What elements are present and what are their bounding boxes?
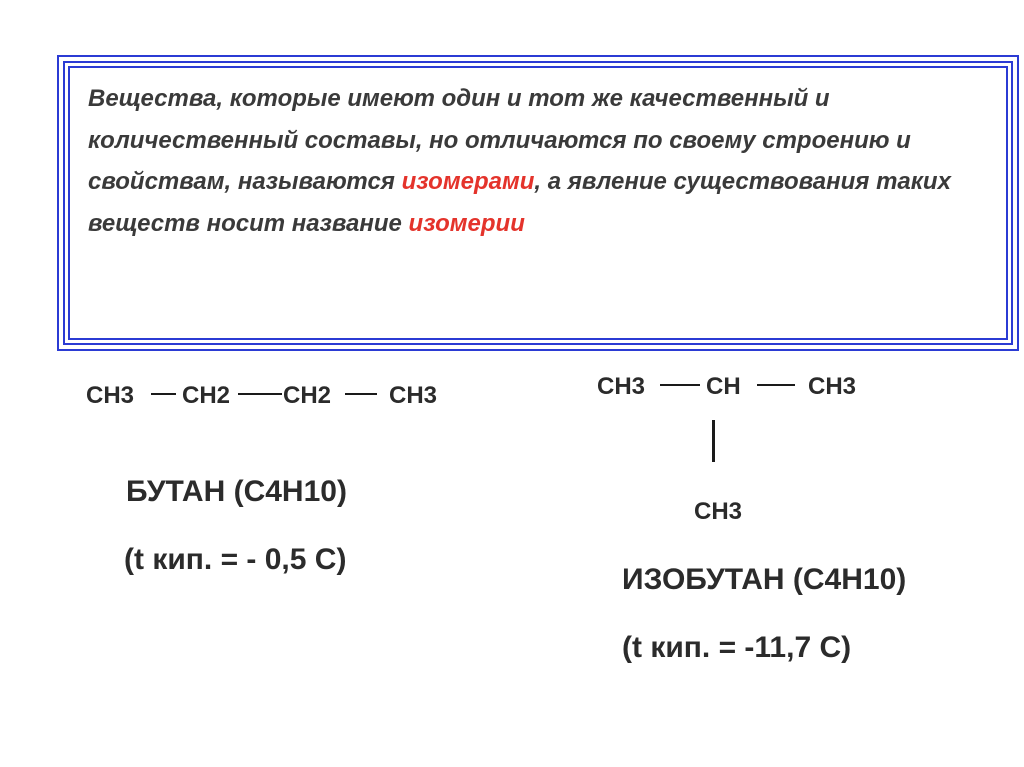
term-isomerism: изомерии <box>408 209 525 237</box>
isobutane-group-3: CH3 <box>808 373 857 400</box>
isobutane-group-2: CH <box>706 373 741 400</box>
butane-group-4: CH3 <box>389 382 438 409</box>
butane-boiling-point: (t кип. = - 0,5 С) <box>124 543 347 576</box>
butane-bond-1 <box>151 393 176 395</box>
butane-name: БУТАН (С4Н10) <box>126 475 347 508</box>
butane-group-2: CH2 <box>182 382 231 409</box>
isobutane-bond-1 <box>660 384 700 386</box>
isobutane-branch-bond <box>712 420 715 462</box>
isobutane-group-1: CH3 <box>597 373 646 400</box>
butane-group-1: CH3 <box>86 382 135 409</box>
definition-part-2: , а явление существования таких веществ носит название <box>88 168 951 237</box>
butane-bond-3 <box>345 393 377 395</box>
isobutane-bond-2 <box>757 384 795 386</box>
isobutane-branch-group: CH3 <box>694 498 743 525</box>
definition-text <box>88 78 998 244</box>
isobutane-boiling-point: (t кип. = -11,7 С) <box>622 631 852 664</box>
definition-part-1: Вещества, которые имеют один и тот же качественный и количественный составы, но отличаются по своему строению и свойствам, называются <box>88 85 911 195</box>
butane-bond-2 <box>238 393 282 395</box>
isobutane-name: ИЗОБУТАН (С4Н10) <box>622 563 907 596</box>
term-isomers: изомерами <box>401 168 535 195</box>
butane-group-3: CH2 <box>283 382 332 409</box>
